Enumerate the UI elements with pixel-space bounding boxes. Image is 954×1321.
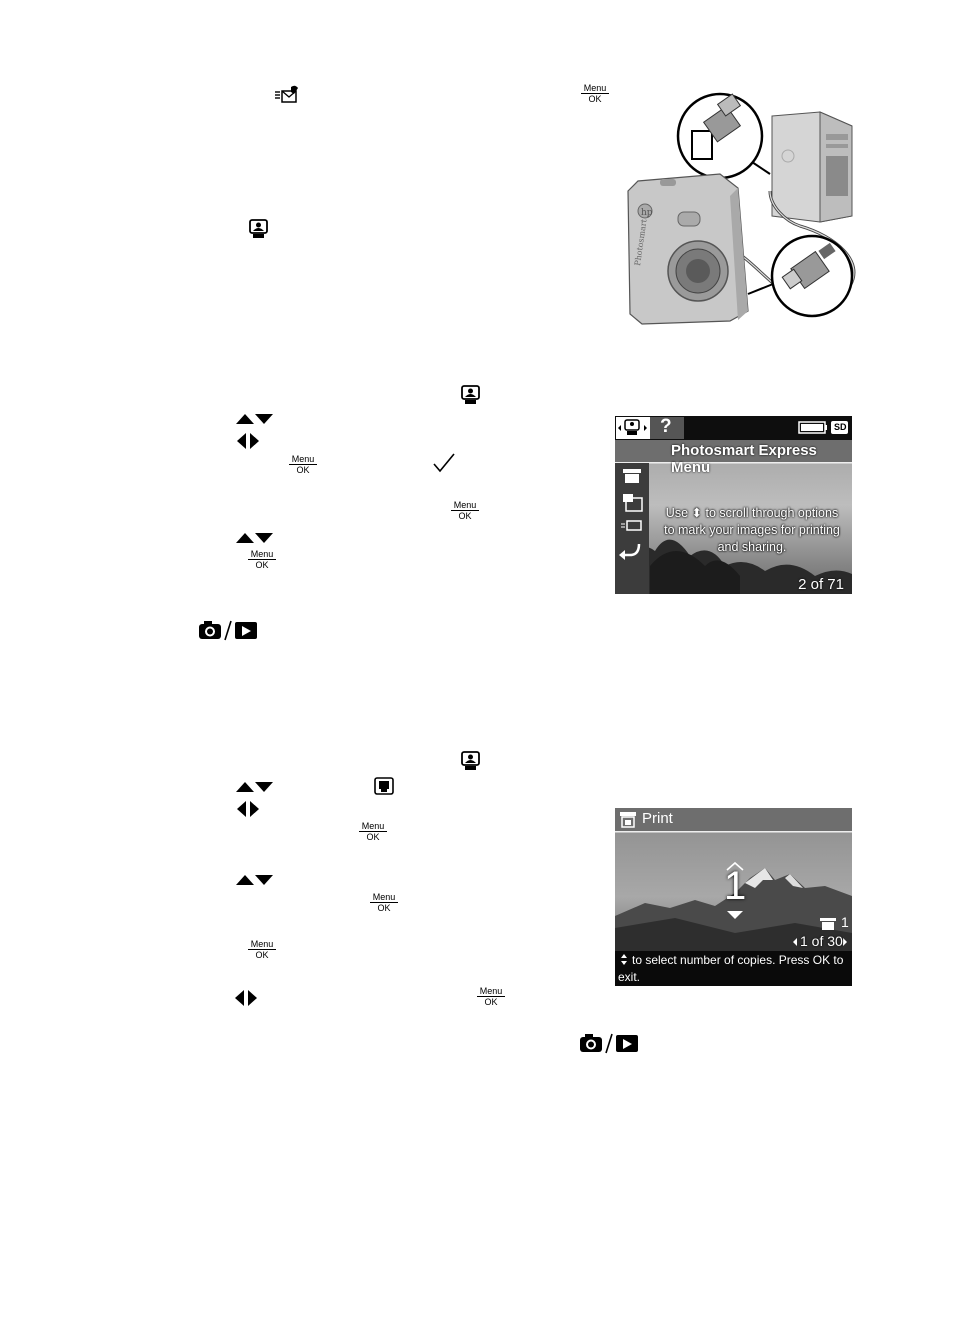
menu-ok-button-glyph: Menu OK [289, 454, 317, 475]
up-down-arrows-icon [236, 874, 274, 886]
menu-ok-button-glyph: Menu OK [451, 500, 479, 521]
svg-text:Photosmart: Photosmart [633, 218, 649, 267]
lcd-photosmart-express-menu-screen [615, 416, 852, 594]
camera-computer-connection-illustration [620, 76, 860, 326]
menu-ok-button-glyph: Menu OK [359, 821, 387, 842]
camera-playback-switch-icon [579, 1032, 641, 1054]
checkmark-icon [432, 452, 456, 474]
up-down-small-icon: ⬍ [691, 506, 702, 520]
photosmart-express-icon [248, 219, 270, 239]
menu-ok-button-glyph: Menu OK [370, 892, 398, 913]
menu-ok-button-glyph: Menu OK [248, 939, 276, 960]
lcd-image-counter: 2 of 71 [798, 576, 844, 593]
computer-tower [772, 112, 852, 222]
photosmart-express-icon [460, 385, 482, 405]
lcd-copies-number: 1 [724, 864, 747, 908]
up-down-arrows-icon [236, 413, 274, 425]
usb-a-connector-zoom [678, 94, 770, 178]
left-right-arrows-icon [234, 990, 258, 1006]
lcd-card-indicator: SD [834, 422, 847, 432]
up-down-arrows-icon [236, 781, 274, 793]
menu-ok-button-glyph: Menu OK [581, 83, 609, 104]
camera-playback-switch-icon [198, 619, 260, 641]
up-down-arrows-icon [236, 532, 274, 544]
lcd-instruction: to select number of copies. Press OK to exit. [618, 953, 844, 984]
lcd-image-counter: 1 of 30 [800, 933, 843, 949]
lcd-instruction: Use ⬍ to scroll through options to mark your images for printing and sharing. [664, 506, 840, 554]
svg-text:hp: hp [641, 208, 653, 218]
lcd-title: Photosmart Express Menu [671, 442, 817, 476]
share-menu-icon [274, 84, 302, 104]
print-icon [374, 777, 394, 795]
lcd-title: Print [642, 810, 673, 827]
left-right-arrows-icon [236, 801, 260, 817]
camera-body [628, 174, 748, 324]
photosmart-express-icon [460, 751, 482, 771]
left-right-arrows-icon [236, 433, 260, 449]
lcd-print-count: 1 [841, 914, 849, 930]
lcd-help-tab: ? [660, 416, 672, 437]
menu-ok-button-glyph: Menu OK [248, 549, 276, 570]
lcd-print-screen [615, 808, 852, 986]
menu-ok-button-glyph: Menu OK [477, 986, 505, 1007]
